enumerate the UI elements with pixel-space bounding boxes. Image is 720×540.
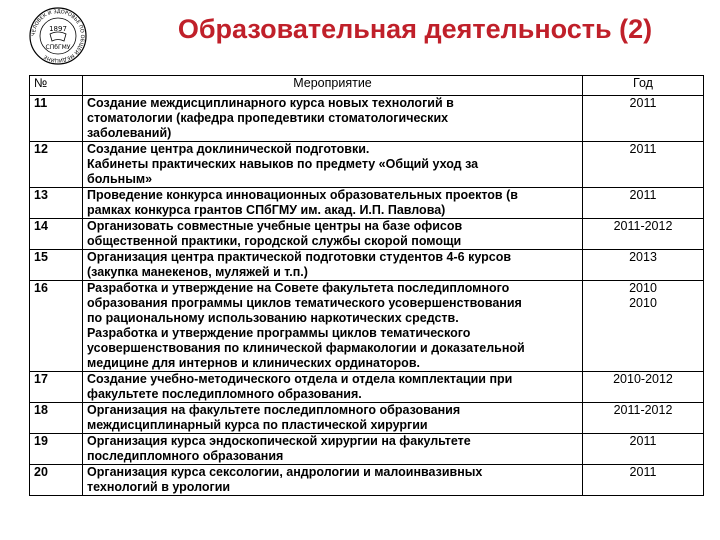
year-text: 2010-2012 bbox=[613, 372, 673, 386]
year-text: 2010 bbox=[629, 296, 657, 310]
event-text-line: последипломного образования bbox=[87, 449, 284, 463]
university-logo bbox=[28, 6, 88, 66]
year-text: 2010 bbox=[629, 281, 657, 295]
activity-table bbox=[29, 75, 704, 496]
event-text-line: Создание центра доклинической подготовки. bbox=[87, 142, 370, 156]
event-text-line: (закупка манекенов, муляжей и т.п.) bbox=[87, 265, 308, 279]
row-year bbox=[583, 142, 704, 188]
event-text-line: больным» bbox=[87, 172, 153, 186]
row-year bbox=[583, 403, 704, 434]
table-row bbox=[30, 403, 704, 434]
event-text-line: Организация курса сексологии, андрологии и малоинвазивных bbox=[87, 465, 483, 479]
event-text-line: Кабинеты практических навыков по предмету «Общий уход за bbox=[87, 157, 479, 171]
year-text: 2011 bbox=[629, 465, 657, 479]
event-text-line: факультете последипломного образования. bbox=[87, 387, 362, 401]
row-year bbox=[583, 188, 704, 219]
event-text-line: Создание междисциплинарного курса новых технологий в bbox=[87, 96, 454, 110]
row-number: 17 bbox=[30, 372, 83, 403]
row-event bbox=[83, 142, 583, 188]
event-text-line: по рациональному использованию наркотических средств. bbox=[87, 311, 459, 325]
table-row bbox=[30, 250, 704, 281]
row-number: 18 bbox=[30, 403, 83, 434]
row-number: 20 bbox=[30, 465, 83, 496]
row-event bbox=[83, 403, 583, 434]
row-event bbox=[83, 96, 583, 142]
row-event bbox=[83, 281, 583, 372]
row-year bbox=[583, 434, 704, 465]
logo-emblem-icon bbox=[50, 32, 66, 41]
event-text-line: Организация центра практической подготовки студентов 4-6 курсов bbox=[87, 250, 512, 264]
row-year bbox=[583, 96, 704, 142]
event-text-line: Организация курса эндоскопической хирургии на факультете bbox=[87, 434, 471, 448]
event-text-line: технологий в урологии bbox=[87, 480, 231, 494]
table-row bbox=[30, 219, 704, 250]
table-row bbox=[30, 96, 704, 142]
row-number: 19 bbox=[30, 434, 83, 465]
row-number: 14 bbox=[30, 219, 83, 250]
row-number: 12 bbox=[30, 142, 83, 188]
event-text-line: медицине для интернов и клинических ординаторов. bbox=[87, 356, 420, 370]
event-text-line: рамках конкурса грантов СПбГМУ им. акад. И.П. Павлова) bbox=[87, 203, 446, 217]
event-text-line: Создание учебно-методического отдела и отдела комплектации при bbox=[87, 372, 513, 386]
event-text-line: Организация на факультете последипломного образования bbox=[87, 403, 461, 417]
row-number: 13 bbox=[30, 188, 83, 219]
row-event bbox=[83, 434, 583, 465]
header-num: № bbox=[30, 76, 83, 96]
event-text-line: заболеваний) bbox=[87, 126, 172, 140]
table-row bbox=[30, 142, 704, 188]
logo-abbr: СПбГМУ bbox=[45, 44, 71, 51]
event-text-line: Разработка и утверждение на Совете факультета последипломного bbox=[87, 281, 510, 295]
header-year: Год bbox=[583, 76, 704, 96]
year-text: 2011-2012 bbox=[613, 219, 673, 233]
table-header-row bbox=[30, 76, 704, 96]
row-event bbox=[83, 372, 583, 403]
row-year bbox=[583, 465, 704, 496]
row-year bbox=[583, 281, 704, 372]
row-event bbox=[83, 219, 583, 250]
table-row bbox=[30, 372, 704, 403]
row-event bbox=[83, 465, 583, 496]
table-row bbox=[30, 188, 704, 219]
year-text: 2011-2012 bbox=[613, 403, 673, 417]
table-row bbox=[30, 434, 704, 465]
row-number: 15 bbox=[30, 250, 83, 281]
event-text-line: общественной практики, городской службы скорой помощи bbox=[87, 234, 462, 248]
header-event: Мероприятие bbox=[83, 76, 583, 96]
year-text: 2011 bbox=[629, 96, 657, 110]
row-year bbox=[583, 219, 704, 250]
event-text-line: Разработка и утверждение программы циклов тематического bbox=[87, 326, 471, 340]
row-year bbox=[583, 372, 704, 403]
event-text-line: Проведение конкурса инновационных образовательных проектов (в bbox=[87, 188, 518, 202]
year-text: 2011 bbox=[629, 188, 657, 202]
event-text-line: образования программы циклов тематического усовершенствования bbox=[87, 296, 522, 310]
row-event bbox=[83, 188, 583, 219]
event-text-line: усовершенствования по клинической фармакологии и доказательной bbox=[87, 341, 525, 355]
event-text-line: стоматологии (кафедра пропедевтики стоматологических bbox=[87, 111, 449, 125]
university-seal-icon bbox=[28, 6, 88, 66]
year-text: 2011 bbox=[629, 142, 657, 156]
logo-year: 1897 bbox=[49, 25, 67, 33]
page-title: Образовательная деятельность (2) bbox=[177, 14, 653, 44]
logo-ring-text: ЧЕЛОВЕК И ЗДОРОВЬЕ ПО ОБЩЕЙ МЕДИЦИНЕ bbox=[30, 8, 86, 64]
event-text-line: междисциплинарный курса по пластической хирургии bbox=[87, 418, 428, 432]
row-number: 11 bbox=[30, 96, 83, 142]
row-year bbox=[583, 250, 704, 281]
event-text-line: Организовать совместные учебные центры на базе офисов bbox=[87, 219, 463, 233]
year-text: 2013 bbox=[629, 250, 657, 264]
table-row bbox=[30, 281, 704, 372]
svg-text:ЧЕЛОВЕК И ЗДОРОВЬЕ ПО ОБЩЕЙ МЕ bbox=[31, 9, 85, 63]
year-text: 2011 bbox=[629, 434, 657, 448]
table-row bbox=[30, 465, 704, 496]
row-number: 16 bbox=[30, 281, 83, 372]
row-event bbox=[83, 250, 583, 281]
